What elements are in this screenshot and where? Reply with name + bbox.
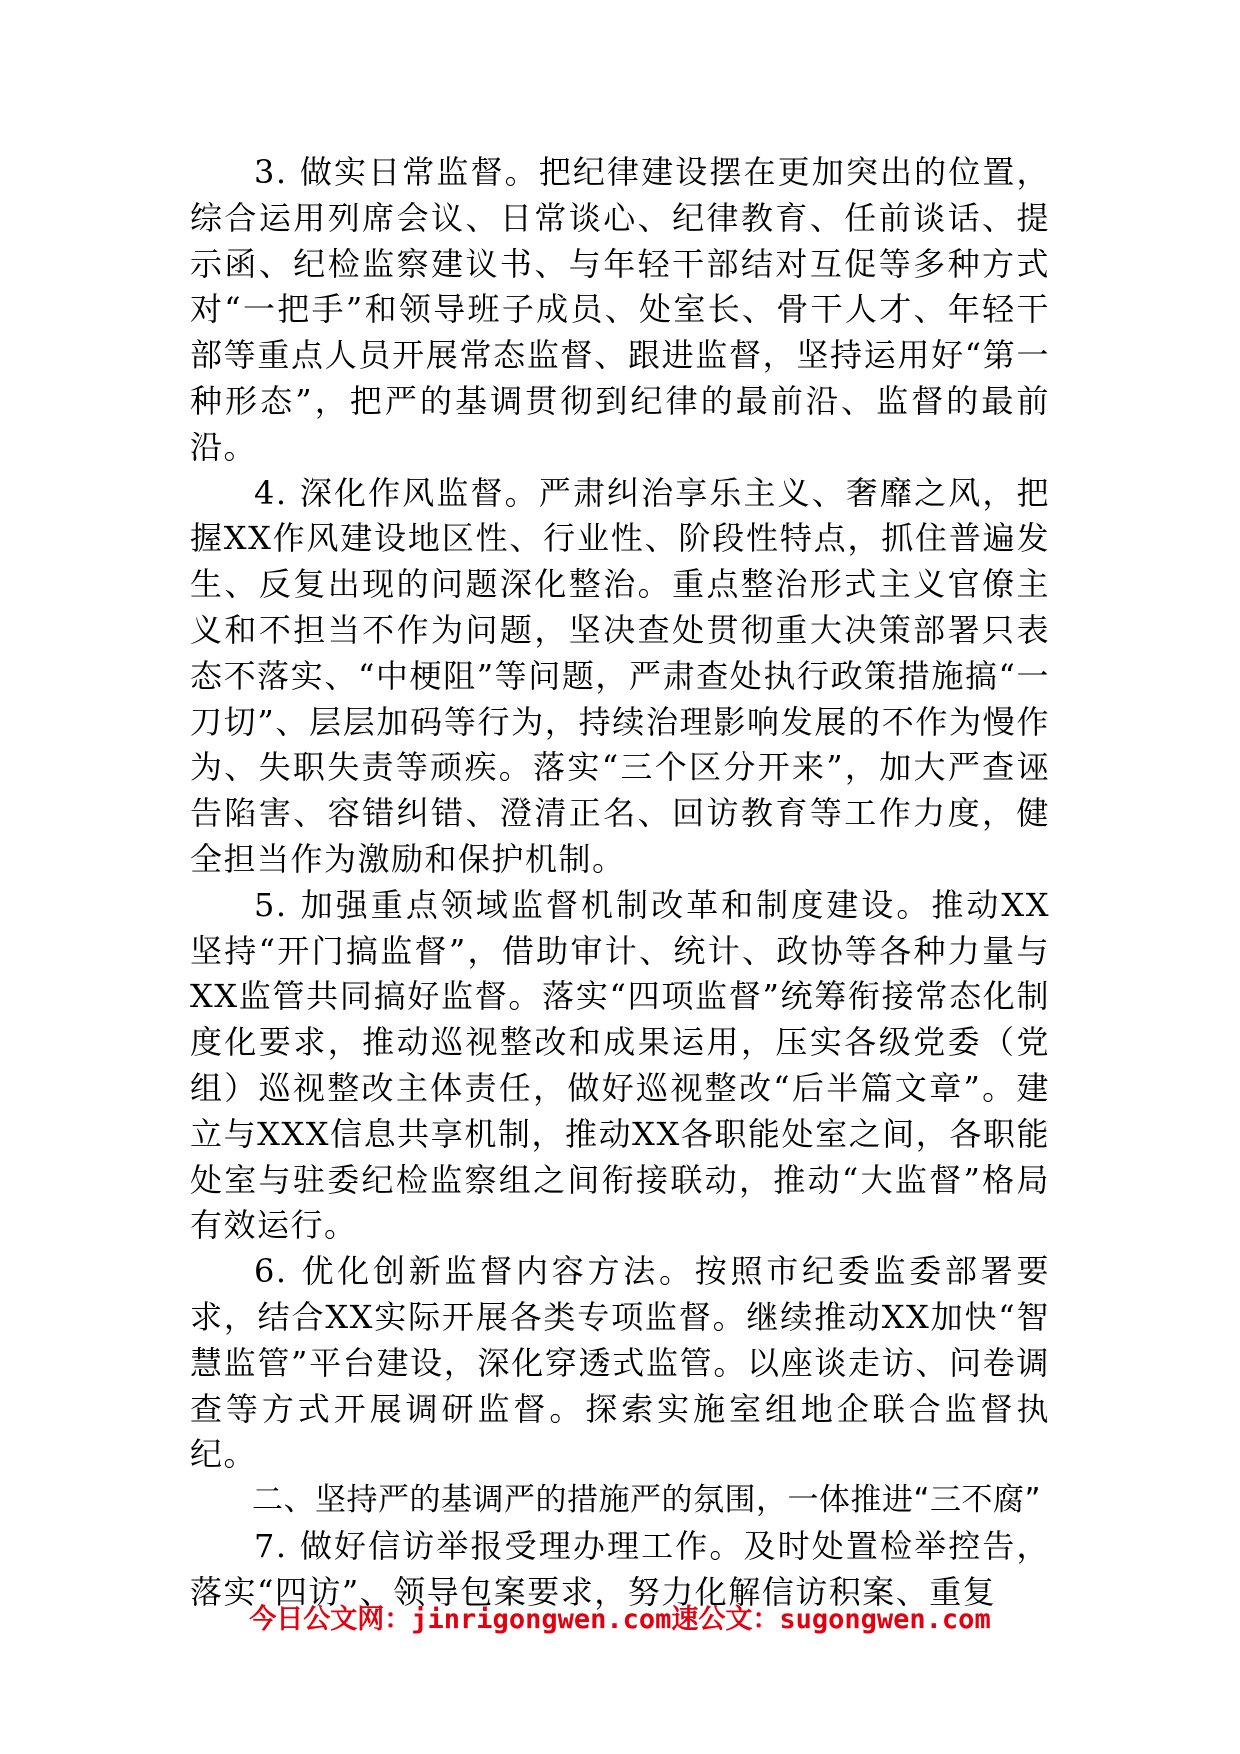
- footer-site1-name: 今日公文网：: [249, 1604, 412, 1635]
- footer-watermark: [0, 1597, 1240, 1636]
- paragraph-6: 6. 优化创新监督内容方法。按照市纪委监委部署要求，结合XX实际开展各类专项监督。继续推动XX加快“智慧监管”平台建设，深化穿透式监管。以座谈走访、问卷调查等方式开展调研监督。探索实施室组地企联合监督执纪。: [190, 1252, 1050, 1474]
- paragraph-5: 5. 加强重点领域监督机制改革和制度建设。推动XX坚持“开门搞监督”，借助审计、统计、政协等各种力量与XX监管共同搞好监督。落实“四项监督”统筹衔接常态化制度化要求，推动巡视整改和成果运用，压实各级党委（党组）巡视整改主体责任，做好巡视整改“后半篇文章”。建立与XXX信息共享机制，推动XX各职能处室之间，各职能处室与驻委纪检监察组之间衔接联动，推动“大监督”格局有效运行。: [190, 885, 1050, 1245]
- paragraph-3: 3. 做实日常监督。把纪律建设摆在更加突出的位置，综合运用列席会议、日常谈心、纪律教育、任前谈话、提示函、纪检监察建议书、与年轻干部结对互促等多种方式对“一把手”和领导班子成员、处室长、骨干人才、年轻干部等重点人员开展常态监督、跟进监督，坚持运用好“第一种形态”，把严的基调贯彻到纪律的最前沿、监督的最前沿。: [190, 153, 1050, 466]
- footer-site2-name: 速公文：: [671, 1604, 780, 1635]
- section-heading: 二、坚持严的基调严的措施严的氛围，一体推进“三不腐”: [252, 1482, 1042, 1519]
- paragraph-4: 4. 深化作风监督。严肃纠治享乐主义、奢靡之风，把握XX作风建设地区性、行业性、阶段性特点，抓住普遍发生、反复出现的问题深化整治。重点整治形式主义官僚主义和不担当不作为问题，坚决查处贯彻重大决策部署只表态不落实、“中梗阻”等问题，严肃查处执行政策措施搞“一刀切”、层层加码等行为，持续治理影响发展的不作为慢作为、失职失责等顽疾。落实“三个区分开来”，加大严查诬告陷害、容错纠错、澄清正名、回访教育等工作力度，健全担当作为激励和保护机制。: [190, 473, 1050, 878]
- document-body: [190, 150, 1050, 1616]
- paragraph-7: 7. 做好信访举报受理办理工作。及时处置检举控告，落实“四访”、领导包案要求，努力化解信访积案、重复: [190, 1526, 1050, 1611]
- footer-site1-url[interactable]: jinrigongwen.com: [411, 1604, 672, 1635]
- footer-site2-url[interactable]: sugongwen.com: [779, 1604, 991, 1635]
